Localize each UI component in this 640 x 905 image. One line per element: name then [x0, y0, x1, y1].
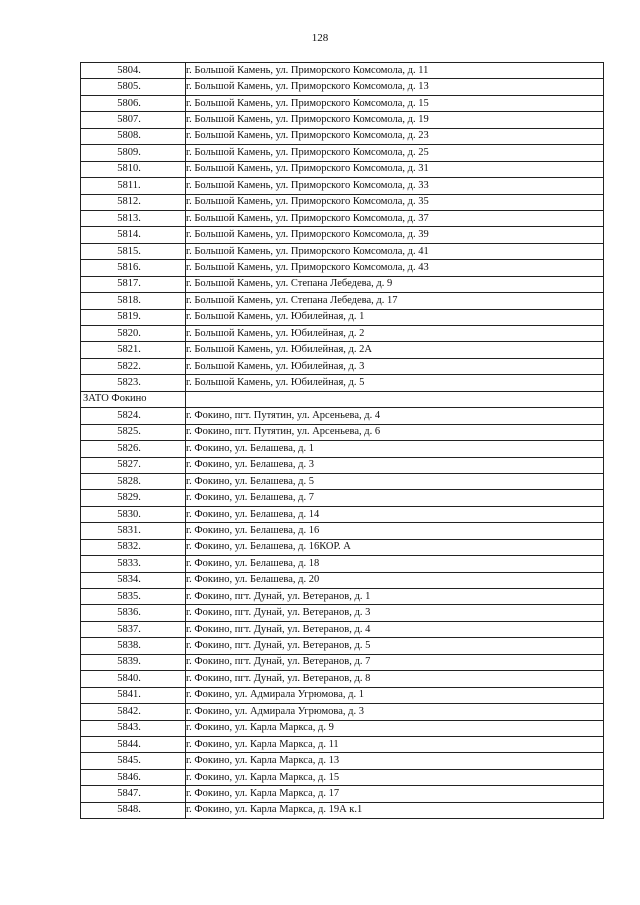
- address-cell: г. Большой Камень, ул. Приморского Комсомола, д. 39: [186, 227, 604, 243]
- address-cell: г. Большой Камень, ул. Приморского Комсомола, д. 31: [186, 161, 604, 177]
- row-number: 5839.: [117, 656, 141, 668]
- row-number: 5832.: [117, 541, 141, 553]
- table-row: [81, 326, 604, 342]
- table-row: [81, 589, 604, 605]
- address-cell: г. Фокино, пгт. Дунай, ул. Ветеранов, д. 1: [186, 589, 604, 605]
- address-cell: г. Фокино, ул. Белашева, д. 18: [186, 556, 604, 572]
- table-row: [81, 79, 604, 95]
- row-number: 5848.: [117, 804, 141, 816]
- address-cell: г. Фокино, пгт. Дунай, ул. Ветеранов, д. 7: [186, 654, 604, 670]
- row-number-cell: [81, 753, 186, 769]
- table-row: [81, 408, 604, 424]
- row-number: 5847.: [117, 787, 141, 799]
- row-number-cell: [81, 654, 186, 670]
- row-number-cell: [81, 194, 186, 210]
- table-row: [81, 457, 604, 473]
- table-row: [81, 424, 604, 440]
- row-number: 5819.: [117, 311, 141, 323]
- table-row: [81, 786, 604, 802]
- address-cell: г. Фокино, пгт. Дунай, ул. Ветеранов, д. 5: [186, 638, 604, 654]
- table-row: [81, 638, 604, 654]
- table-row: [81, 309, 604, 325]
- table-row: [81, 802, 604, 818]
- row-number: 5844.: [117, 738, 141, 750]
- table-row: [81, 572, 604, 588]
- row-number: 5817.: [117, 278, 141, 290]
- table-row: [81, 753, 604, 769]
- address-cell: г. Большой Камень, ул. Приморского Комсомола, д. 37: [186, 210, 604, 226]
- row-number-cell: [81, 523, 186, 539]
- table-row: [81, 720, 604, 736]
- table-row: [81, 654, 604, 670]
- row-number-cell: [81, 720, 186, 736]
- table-row: [81, 506, 604, 522]
- row-number-cell: [81, 293, 186, 309]
- row-number-cell: [81, 802, 186, 818]
- table-row: [81, 227, 604, 243]
- row-number: 5834.: [117, 574, 141, 586]
- table-row: [81, 736, 604, 752]
- row-number-cell: [81, 441, 186, 457]
- row-number-cell: [81, 112, 186, 128]
- address-cell: г. Фокино, пгт. Дунай, ул. Ветеранов, д. 4: [186, 621, 604, 637]
- table-row: [81, 769, 604, 785]
- table-row: [81, 671, 604, 687]
- row-number-cell: [81, 621, 186, 637]
- row-number-cell: [81, 671, 186, 687]
- address-cell: г. Большой Камень, ул. Юбилейная, д. 2: [186, 326, 604, 342]
- row-number: 5823.: [117, 377, 141, 389]
- row-number: 5811.: [117, 179, 141, 191]
- row-number: 5835.: [117, 590, 141, 602]
- table-row: [81, 605, 604, 621]
- table-row: [81, 358, 604, 374]
- address-cell: г. Фокино, ул. Карла Маркса, д. 9: [186, 720, 604, 736]
- address-cell: г. Большой Камень, ул. Приморского Комсомола, д. 13: [186, 79, 604, 95]
- row-number-cell: [81, 128, 186, 144]
- table-row: [81, 95, 604, 111]
- table-row: [81, 112, 604, 128]
- row-number-cell: [81, 704, 186, 720]
- row-number: 5846.: [117, 771, 141, 783]
- row-number-cell: [81, 95, 186, 111]
- address-cell: г. Фокино, пгт. Путятин, ул. Арсеньева, д. 4: [186, 408, 604, 424]
- row-number-cell: [81, 424, 186, 440]
- row-number: 5814.: [117, 229, 141, 241]
- row-number-cell: [81, 638, 186, 654]
- address-table: [80, 62, 604, 819]
- table-row: [81, 556, 604, 572]
- row-number: 5818.: [117, 294, 141, 306]
- row-number: 5815.: [117, 245, 141, 257]
- row-number-cell: [81, 260, 186, 276]
- address-cell: г. Большой Камень, ул. Приморского Комсомола, д. 35: [186, 194, 604, 210]
- row-number: 5822.: [117, 360, 141, 372]
- row-number: 5806.: [117, 97, 141, 109]
- table-row: [81, 243, 604, 259]
- row-number-cell: [81, 589, 186, 605]
- table-row: [81, 490, 604, 506]
- row-number-cell: [81, 408, 186, 424]
- section-row: [81, 391, 604, 407]
- address-table-body: [81, 63, 604, 819]
- row-number-cell: [81, 161, 186, 177]
- row-number: 5807.: [117, 114, 141, 126]
- row-number: 5830.: [117, 508, 141, 520]
- row-number: 5841.: [117, 689, 141, 701]
- row-number: 5842.: [117, 705, 141, 717]
- row-number: 5827.: [117, 459, 141, 471]
- row-number-cell: [81, 326, 186, 342]
- row-number: 5824.: [117, 409, 141, 421]
- table-row: [81, 145, 604, 161]
- table-row: [81, 161, 604, 177]
- address-cell: г. Фокино, ул. Карла Маркса, д. 17: [186, 786, 604, 802]
- row-number-cell: [81, 539, 186, 555]
- row-number-cell: [81, 786, 186, 802]
- address-cell: г. Большой Камень, ул. Юбилейная, д. 5: [186, 375, 604, 391]
- address-cell: г. Фокино, ул. Адмирала Угрюмова, д. 3: [186, 704, 604, 720]
- row-number: 5829.: [117, 492, 141, 504]
- address-cell: г. Большой Камень, ул. Приморского Комсомола, д. 19: [186, 112, 604, 128]
- row-number: 5816.: [117, 261, 141, 273]
- address-cell: г. Фокино, ул. Адмирала Угрюмова, д. 1: [186, 687, 604, 703]
- row-number: 5804.: [117, 64, 141, 76]
- row-number-cell: [81, 375, 186, 391]
- row-number-cell: [81, 358, 186, 374]
- address-cell: г. Большой Камень, ул. Приморского Комсомола, д. 33: [186, 178, 604, 194]
- address-cell: г. Большой Камень, ул. Юбилейная, д. 2А: [186, 342, 604, 358]
- table-row: [81, 63, 604, 79]
- table-row: [81, 293, 604, 309]
- address-cell: г. Фокино, ул. Белашева, д. 20: [186, 572, 604, 588]
- row-number: 5821.: [117, 344, 141, 356]
- row-number-cell: [81, 605, 186, 621]
- table-row: [81, 621, 604, 637]
- row-number-cell: [81, 572, 186, 588]
- row-number-cell: [81, 210, 186, 226]
- table-row: [81, 128, 604, 144]
- row-number-cell: [81, 63, 186, 79]
- table-row: [81, 687, 604, 703]
- row-number: 5845.: [117, 755, 141, 767]
- row-number-cell: [81, 457, 186, 473]
- row-number-cell: [81, 687, 186, 703]
- address-cell: г. Фокино, ул. Карла Маркса, д. 15: [186, 769, 604, 785]
- address-cell: г. Фокино, ул. Белашева, д. 16КОР. А: [186, 539, 604, 555]
- row-number-cell: [81, 342, 186, 358]
- address-cell: г. Большой Камень, ул. Приморского Комсомола, д. 23: [186, 128, 604, 144]
- row-number: 5833.: [117, 557, 141, 569]
- address-cell: г. Большой Камень, ул. Юбилейная, д. 1: [186, 309, 604, 325]
- row-number: 5825.: [117, 426, 141, 438]
- row-number-cell: [81, 309, 186, 325]
- address-cell: г. Большой Камень, ул. Приморского Комсомола, д. 15: [186, 95, 604, 111]
- row-number: 5820.: [117, 327, 141, 339]
- table-row: [81, 539, 604, 555]
- row-number-cell: [81, 227, 186, 243]
- address-cell: г. Большой Камень, ул. Степана Лебедева, д. 17: [186, 293, 604, 309]
- address-cell: г. Большой Камень, ул. Юбилейная, д. 3: [186, 358, 604, 374]
- table-row: [81, 441, 604, 457]
- row-number-cell: [81, 473, 186, 489]
- address-cell: г. Большой Камень, ул. Приморского Комсомола, д. 11: [186, 63, 604, 79]
- page-number: 128: [311, 32, 329, 44]
- row-number-cell: [81, 736, 186, 752]
- row-number: 5843.: [117, 722, 141, 734]
- row-number: 5831.: [117, 524, 141, 536]
- row-number: 5840.: [117, 672, 141, 684]
- address-cell: г. Большой Камень, ул. Степана Лебедева, д. 9: [186, 276, 604, 292]
- table-row: [81, 523, 604, 539]
- table-row: [81, 704, 604, 720]
- address-cell: г. Фокино, пгт. Путятин, ул. Арсеньева, д. 6: [186, 424, 604, 440]
- row-number: 5838.: [117, 640, 141, 652]
- address-cell: г. Фокино, ул. Карла Маркса, д. 11: [186, 736, 604, 752]
- row-number: 5805.: [117, 81, 141, 93]
- row-number: 5836.: [117, 607, 141, 619]
- row-number-cell: [81, 145, 186, 161]
- section-title: ЗАТО Фокино: [81, 391, 186, 407]
- address-cell: г. Фокино, ул. Карла Маркса, д. 13: [186, 753, 604, 769]
- row-number: 5828.: [117, 475, 141, 487]
- row-number-cell: [81, 506, 186, 522]
- table-row: [81, 210, 604, 226]
- address-cell: г. Фокино, ул. Белашева, д. 7: [186, 490, 604, 506]
- row-number-cell: [81, 178, 186, 194]
- address-cell: г. Фокино, ул. Белашева, д. 3: [186, 457, 604, 473]
- row-number: 5808.: [117, 130, 141, 142]
- row-number-cell: [81, 556, 186, 572]
- table-row: [81, 473, 604, 489]
- row-number-cell: [81, 243, 186, 259]
- address-cell: г. Фокино, ул. Белашева, д. 5: [186, 473, 604, 489]
- address-cell: г. Большой Камень, ул. Приморского Комсомола, д. 25: [186, 145, 604, 161]
- address-cell: г. Фокино, ул. Белашева, д. 1: [186, 441, 604, 457]
- row-number-cell: [81, 276, 186, 292]
- row-number: 5812.: [117, 196, 141, 208]
- row-number-cell: [81, 769, 186, 785]
- table-row: [81, 260, 604, 276]
- table-row: [81, 342, 604, 358]
- row-number: 5813.: [117, 212, 141, 224]
- table-row: [81, 194, 604, 210]
- table-row: [81, 375, 604, 391]
- address-cell: г. Большой Камень, ул. Приморского Комсомола, д. 41: [186, 243, 604, 259]
- address-cell: г. Фокино, пгт. Дунай, ул. Ветеранов, д. 3: [186, 605, 604, 621]
- row-number-cell: [81, 490, 186, 506]
- table-row: [81, 178, 604, 194]
- table-row: [81, 276, 604, 292]
- row-number: 5810.: [117, 163, 141, 175]
- row-number-cell: [81, 79, 186, 95]
- address-cell: г. Фокино, ул. Карла Маркса, д. 19А к.1: [186, 802, 604, 818]
- section-empty-cell: [186, 391, 604, 407]
- row-number: 5809.: [117, 146, 141, 158]
- address-cell: г. Большой Камень, ул. Приморского Комсомола, д. 43: [186, 260, 604, 276]
- row-number: 5837.: [117, 623, 141, 635]
- address-cell: г. Фокино, ул. Белашева, д. 14: [186, 506, 604, 522]
- address-cell: г. Фокино, ул. Белашева, д. 16: [186, 523, 604, 539]
- address-cell: г. Фокино, пгт. Дунай, ул. Ветеранов, д. 8: [186, 671, 604, 687]
- row-number: 5826.: [117, 442, 141, 454]
